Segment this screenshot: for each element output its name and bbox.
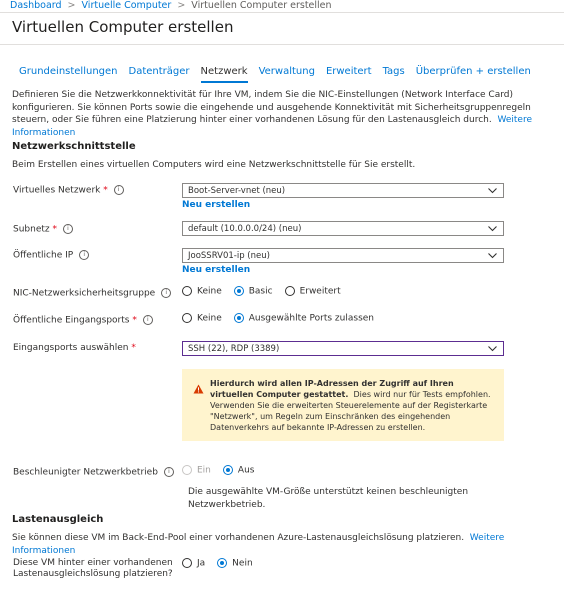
radio-circle (285, 286, 295, 296)
accel-net-radio-group (182, 465, 266, 476)
page-title: Virtuellen Computer erstellen (12, 18, 234, 36)
chevron-right-icon: > (67, 0, 76, 11)
vnet-label (13, 185, 124, 196)
radio-label: Ja (197, 558, 206, 569)
lb-radio-group (182, 558, 265, 569)
radio-label: Keine (197, 313, 222, 324)
radio-circle-selected (223, 465, 233, 475)
radio-label: Nein (232, 558, 253, 569)
breadcrumb (10, 0, 332, 11)
lb-description-text: Sie können diese VM im Back-End-Pool einer vorhandenen Azure-Lastenausgleichslösung platzieren. (12, 533, 465, 543)
breadcrumb-virtual-machines[interactable]: Virtuelle Computer (81, 0, 172, 11)
chevron-down-icon (488, 222, 497, 232)
tab-advanced[interactable]: Erweitert (325, 66, 372, 77)
radio-label: Ausgewählte Ports zulassen (248, 313, 374, 324)
tab-review-create[interactable]: Überprüfen + erstellen (415, 66, 531, 77)
divider (0, 44, 564, 45)
intro-text: Definieren Sie die Netzwerkkonnektivität für Ihre VM, indem Sie die NIC-Einstellungen (Network Interface Card) konfigurieren. Sie können Ports sowie die eingehende und ausgehende Konnektivität mit Sicherheitsgruppenregeln steuern, oder Sie führen eine Platzierung hinter einer vorhandenen Lösung für den Lastenausgleich durch. (12, 90, 531, 125)
chevron-down-icon (488, 342, 497, 352)
radio-label: Ein (197, 465, 211, 476)
vnet-select-value: Boot-Server-vnet (neu) (188, 186, 286, 196)
public-ip-label-text: Öffentliche IP (13, 250, 74, 261)
radio-circle-selected (217, 558, 227, 568)
tab-tags[interactable]: Tags (382, 66, 405, 77)
lb-description (12, 532, 552, 557)
warning-text (210, 378, 493, 433)
public-ports-label-text: Öffentliche Eingangsports (13, 315, 130, 326)
subnet-label (13, 224, 73, 235)
required-marker: * (52, 224, 57, 235)
subnet-select-value: default (10.0.0.0/24) (neu) (188, 224, 302, 234)
required-marker: * (132, 315, 137, 326)
accel-net-note: Die ausgewählte VM-Größe unterstützt keinen beschleunigten Netzwerkbetrieb. (188, 487, 469, 510)
ports-option-none[interactable] (182, 313, 222, 324)
radio-label: Aus (237, 465, 255, 476)
section-heading-load-balancing: Lastenausgleich (12, 514, 104, 525)
public-ip-select[interactable] (182, 248, 504, 263)
accel-net-label (13, 467, 174, 478)
chevron-down-icon (488, 249, 497, 259)
info-icon[interactable]: i (161, 288, 171, 298)
public-ports-label (13, 315, 153, 326)
create-vnet-link[interactable]: Neu erstellen (182, 200, 251, 210)
nic-description: Beim Erstellen eines virtuellen Computers wird eine Netzwerkschnittstelle für Sie erstellt. (12, 160, 416, 170)
info-icon[interactable]: i (79, 250, 89, 260)
required-marker: * (103, 185, 108, 196)
warning-icon (193, 379, 204, 398)
info-icon[interactable]: i (63, 224, 73, 234)
accel-option-on (182, 465, 211, 476)
lb-option-yes[interactable] (182, 558, 205, 569)
nsg-option-advanced[interactable] (285, 286, 341, 297)
warning-bold-text: Hierdurch wird allen IP-Adressen der Zugriff auf Ihren virtuellen Computer gestattet. (210, 379, 454, 399)
select-ports-label-text: Eingangsports auswählen (13, 343, 129, 353)
nsg-label (13, 288, 171, 299)
public-ip-label (13, 250, 89, 261)
chevron-down-icon (488, 184, 497, 194)
vnet-select[interactable] (182, 183, 504, 198)
inbound-ports-select-value: SSH (22), RDP (3389) (188, 344, 280, 354)
section-heading-nic: Netzwerkschnittstelle (12, 141, 136, 152)
radio-label: Basic (248, 286, 273, 297)
required-marker: * (131, 343, 136, 353)
nsg-option-basic[interactable] (234, 286, 273, 297)
subnet-select[interactable] (182, 221, 504, 236)
ports-option-allow-selected[interactable] (234, 313, 374, 324)
tab-disks[interactable]: Datenträger (128, 66, 190, 77)
info-icon[interactable]: i (164, 467, 174, 477)
lb-question-label (13, 558, 173, 580)
accel-net-label-text: Beschleunigter Netzwerkbetrieb (13, 467, 158, 478)
tab-bar (19, 66, 542, 83)
radio-circle-selected (234, 286, 244, 296)
lb-question-line2: Lastenausgleichslösung platzieren? (13, 569, 173, 579)
info-icon[interactable]: i (143, 315, 153, 325)
public-ports-radio-group (182, 313, 386, 324)
nsg-label-text: NIC-Netzwerksicherheitsgruppe (13, 288, 156, 299)
radio-label: Erweitert (299, 286, 341, 297)
warning-banner (182, 369, 504, 441)
tab-networking[interactable]: Netzwerk (201, 66, 248, 83)
radio-circle-selected (234, 313, 244, 323)
inbound-ports-select[interactable] (182, 341, 504, 356)
breadcrumb-dashboard[interactable]: Dashboard (10, 0, 62, 11)
lb-question-line1: Diese VM hinter einer vorhandenen (13, 558, 173, 568)
intro-paragraph (12, 89, 552, 139)
radio-circle-disabled (182, 465, 192, 475)
select-ports-label (13, 343, 136, 353)
radio-circle (182, 286, 192, 296)
radio-label: Keine (197, 286, 222, 297)
radio-circle (182, 313, 192, 323)
lb-learn-more-link[interactable]: Weitere Informationen (12, 533, 505, 556)
nsg-option-none[interactable] (182, 286, 222, 297)
learn-more-link[interactable]: Weitere Informationen (12, 115, 532, 138)
nsg-radio-group (182, 286, 353, 297)
info-icon[interactable]: i (114, 185, 124, 195)
lb-option-no[interactable] (217, 558, 252, 569)
chevron-right-icon: > (177, 0, 186, 11)
tab-management[interactable]: Verwaltung (258, 66, 315, 77)
subnet-label-text: Subnetz (13, 224, 50, 235)
radio-circle (182, 558, 192, 568)
warning-detail-text: Dies wird nur für Tests empfohlen. Verwenden Sie die erweiterten Steuerelemente auf der Registerkarte "Netzwerk", um Regeln zum Einschränken des eingehenden Datenverkehrs auf bekannte IP-Adressen zu erstellen. (210, 390, 491, 432)
vnet-label-text: Virtuelles Netzwerk (13, 185, 101, 196)
create-public-ip-link[interactable]: Neu erstellen (182, 265, 251, 275)
divider (0, 12, 564, 13)
accel-option-off[interactable] (223, 465, 255, 476)
breadcrumb-current: Virtuellen Computer erstellen (191, 0, 332, 11)
public-ip-select-value: JooSSRV01-ip (neu) (188, 251, 270, 261)
tab-basics[interactable]: Grundeinstellungen (19, 66, 118, 77)
